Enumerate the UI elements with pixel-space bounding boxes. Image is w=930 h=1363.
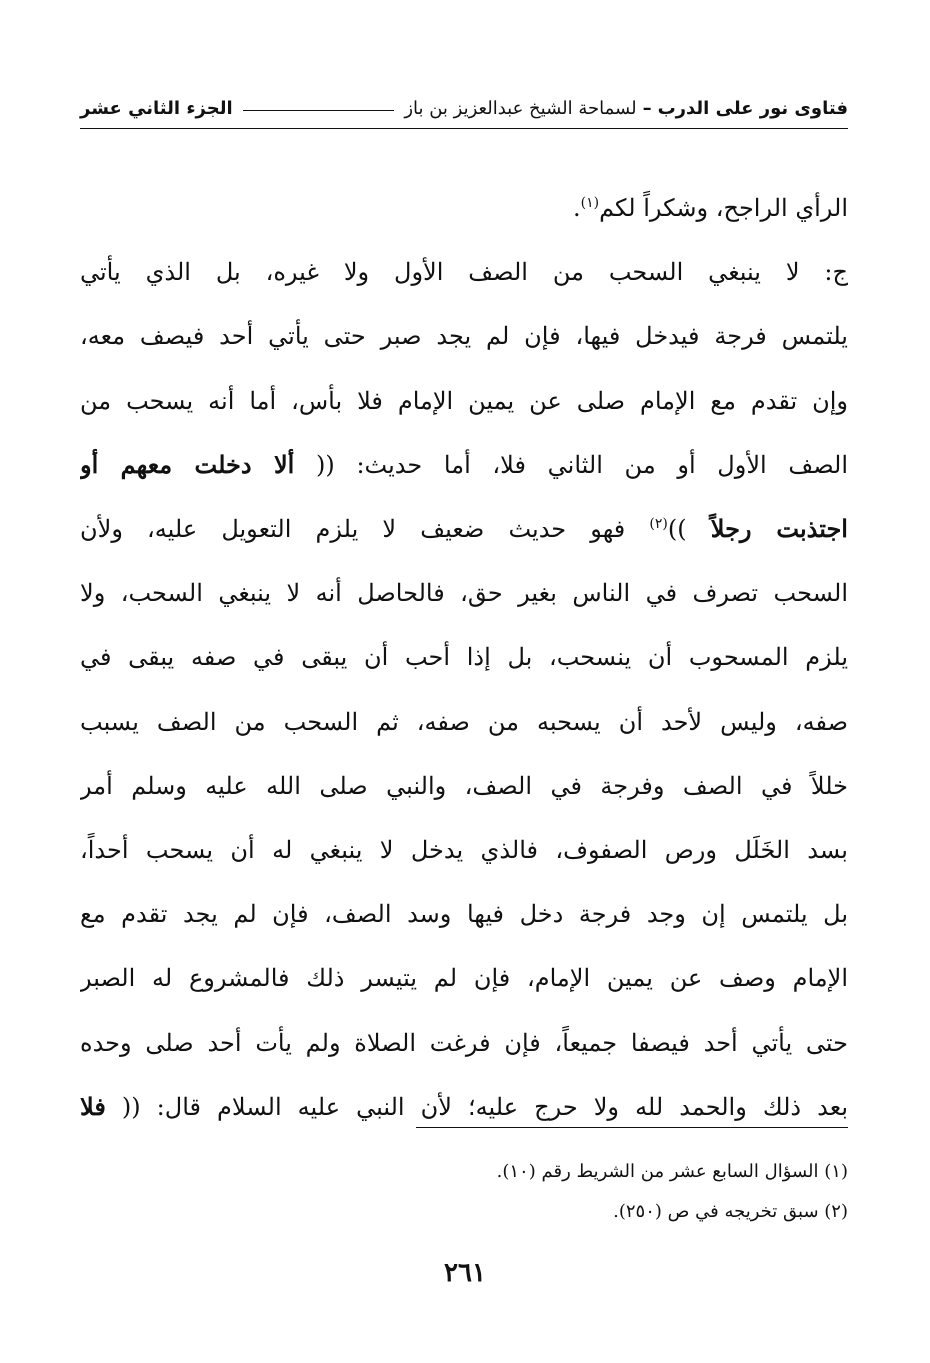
header-rule <box>243 110 395 111</box>
hadith-quote: فلا <box>80 1091 106 1121</box>
hadith-quote: اجتذبت رجلاً <box>710 514 848 544</box>
body-line: يلزم المسحوب أن ينسحب، بل إذا أحب أن يبقى في صفه يبقى في <box>80 643 848 672</box>
footnote-ref: (٢) <box>649 516 668 533</box>
body-line: صفه، وليس لأحد أن يسحبه من صفه، ثم السحب من الصف يسبب <box>80 707 848 736</box>
body-line: بل يلتمس إن وجد فرجة دخل فيها وسد الصف، فإن لم يجد تقدم مع <box>80 900 848 929</box>
body-line: يلتمس فرجة فيدخل فيها، فإن لم يجد صبر حتى يأتي أحد فيصف معه، <box>80 322 848 351</box>
footnote-ref: (١) <box>580 195 600 211</box>
body-line: بسد الخَلَل ورص الصفوف، فالذي يدخل لا ينبغي له أن يسحب أحداً، <box>80 836 848 865</box>
footnote-1: (١) السؤال السابع عشر من الشريط رقم (١٠). <box>496 1161 848 1182</box>
body-line: خللاً في الصف وفرجة في الصف، والنبي صلى الله عليه وسلم أمر <box>80 771 848 800</box>
body-line: السحب تصرف في الناس بغير حق، فالحاصل أنه لا ينبغي السحب، ولا <box>80 579 848 608</box>
hadith-quote: ألا دخلت معهم أو <box>80 449 295 479</box>
body-line: الرأي الراجح، وشكراً لكم$^{(١)}$. <box>572 194 848 222</box>
body-line: بعد ذلك والحمد لله ولا حرج عليه؛ لأن النبي عليه السلام قال: (( فلا <box>80 1091 848 1121</box>
volume-label: الجزء الثاني عشر <box>80 97 233 119</box>
fatwa-body <box>80 176 848 1139</box>
footnote-divider <box>416 1127 848 1128</box>
body-line: الإمام وصف عن يمين الإمام، فإن لم يتيسر ذلك فالمشروع له الصبر <box>80 964 848 993</box>
body-line: الصف الأول أو من الثاني فلا، أما حديث: (( ألا دخلت معهم أو <box>80 449 848 479</box>
body-line: وإن تقدم مع الإمام صلى عن يمين الإمام فلا بأس، أما أنه يسحب من <box>80 386 848 415</box>
author-line: لسماحة الشيخ عبدالعزيز بن باز <box>404 97 637 119</box>
body-line: ج: لا ينبغي السحب من الصف الأول ولا غيره، بل الذي يأتي <box>80 258 848 287</box>
page-number: ٢٦١ <box>444 1258 486 1288</box>
header-separator: – <box>642 97 652 119</box>
book-title: فتاوى نور على الدرب <box>657 97 848 119</box>
body-line: حتى يأتي أحد فيصفا جميعاً، فإن فرغت الصلاة ولم يأت أحد صلى وحده <box>80 1028 848 1057</box>
running-header <box>80 92 848 124</box>
header-divider <box>80 128 848 129</box>
body-line: اجتذبت رجلاً ))$^{(٢)}$ فهو حديث ضعيف لا يلزم التعويل عليه، ولأن <box>80 514 848 544</box>
footnotes <box>80 1152 848 1232</box>
footnote-2: (٢) سبق تخريجه في ص (٢٥٠). <box>613 1201 848 1222</box>
